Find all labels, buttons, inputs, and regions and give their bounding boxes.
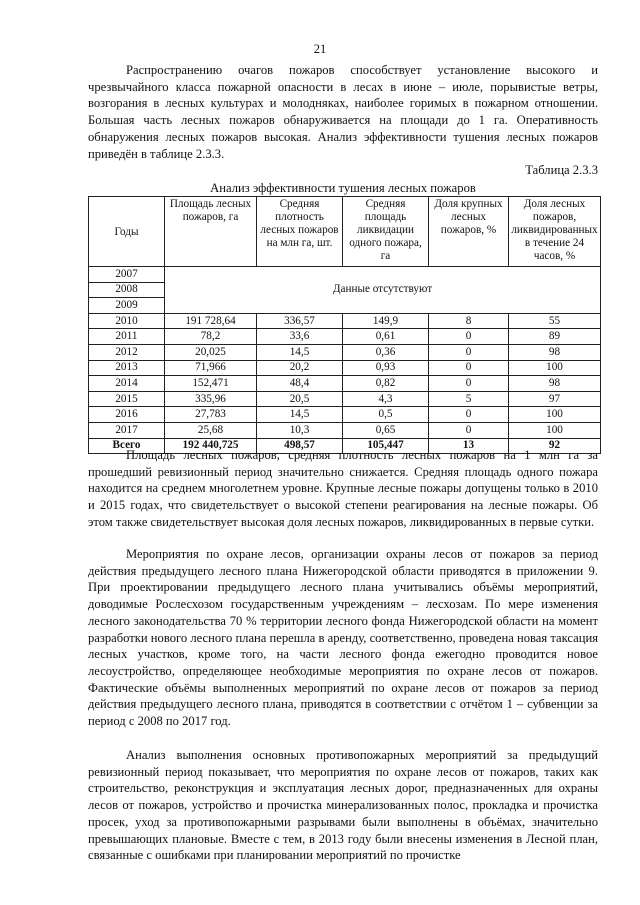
table-cell: 335,96 xyxy=(165,391,257,407)
table-cell: 20,2 xyxy=(257,360,343,376)
header-fire-density: Средняя плотность лесных пожаров на млн га, шт. xyxy=(257,197,343,267)
table-cell: 27,783 xyxy=(165,407,257,423)
table-label: Таблица 2.3.3 xyxy=(525,163,598,177)
table-row xyxy=(89,376,601,392)
header-large-fires-share: Доля крупных лесных пожаров, % xyxy=(429,197,509,267)
table-cell: 10,3 xyxy=(257,422,343,438)
table-cell: 0 xyxy=(429,376,509,392)
total-cell: 92 xyxy=(509,438,601,454)
table-cell: 100 xyxy=(509,407,601,423)
table-row xyxy=(89,344,601,360)
table-cell: 0 xyxy=(429,360,509,376)
table-cell: 8 xyxy=(429,313,509,329)
table-cell: 20,025 xyxy=(165,344,257,360)
table-cell: 100 xyxy=(509,360,601,376)
table-cell: 0 xyxy=(429,422,509,438)
table-cell: 98 xyxy=(509,344,601,360)
table-cell: 0,5 xyxy=(343,407,429,423)
table-row xyxy=(89,407,601,423)
year-cell: 2016 xyxy=(89,407,165,423)
table-cell: 48,4 xyxy=(257,376,343,392)
total-cell: 13 xyxy=(429,438,509,454)
table-cell: 0 xyxy=(429,344,509,360)
table-cell: 336,57 xyxy=(257,313,343,329)
table-cell: 98 xyxy=(509,376,601,392)
header-years: Годы xyxy=(89,197,165,267)
table-cell: 4,3 xyxy=(343,391,429,407)
table-row xyxy=(89,391,601,407)
total-label-cell: Всего xyxy=(89,438,165,454)
table-caption: Анализ эффективности тушения лесных пожаров xyxy=(210,181,476,195)
table-cell: 71,966 xyxy=(165,360,257,376)
paragraph-fire-spread: Распространению очагов пожаров способствует установление высокого и чрезвычайного класса пожарной опасности в лесах в июне – июле, порывистые ветры, возгорания в лесных культурах и молодняках, наиболее горимых в пожарном отношении. Большая часть лесных пожаров обнаруживается на площади до 1 га. Оперативность обнаружения лесных пожаров высокая. Анализ эффективности тушения лесных пожаров приведён в таблице 2.3.3. xyxy=(88,63,598,161)
year-cell: 2008 xyxy=(89,282,165,298)
paragraph-fire-analysis: Площадь лесных пожаров, средняя плотность лесных пожаров на 1 млн га за прошедший ревизионный период значительно снижается. Средняя площадь одного пожара находится на среднем многолетнем уровне. Крупные лесные пожары допущены только в 2010 и 2015 годах, что свидетельствует о высокой степени реагирования на лесные пожары. Об этом также свидетельствует высокая доля лесных пожаров, ликвидированных в первые сутки. xyxy=(88,448,598,529)
table-row xyxy=(89,313,601,329)
paragraph-protection-measures: Мероприятия по охране лесов, организации охраны лесов от пожаров за период действия предыдущего лесного плана Нижегородской области приводятся в приложении 9. При проектировании предыдущего лесного плана учитывались объёмы мероприятий, доводимые Рослесхозом государственным учреждениям – лесхозам. По мере изменения лесного законодательства 70 % территории лесного фонда Нижегородской области на момент разработки нового лесного плана перешла в аренду, соответственно, проведена новая таксация лесных участков, кроме того, на части лесного фонда ежегодно проводится новое лесоустройство, определяющее необходимые мероприятия по охране лесов от пожаров. Фактические объёмы выполненных мероприятий по охране лесов от пожаров за период действия предыдущего лесного плана, приводятся в соответствии с отчётом 1 – субвенции за период с 2008 по 2017 год. xyxy=(88,547,598,729)
table-cell: 149,9 xyxy=(343,313,429,329)
total-cell: 105,447 xyxy=(343,438,429,454)
table-cell: 78,2 xyxy=(165,329,257,345)
header-24h-share: Доля лесных пожаров, ликвидированных в течение 24 часов, % xyxy=(509,197,601,267)
table-cell: 0,36 xyxy=(343,344,429,360)
table-cell: 14,5 xyxy=(257,344,343,360)
table-cell: 25,68 xyxy=(165,422,257,438)
total-cell: 498,57 xyxy=(257,438,343,454)
year-cell: 2012 xyxy=(89,344,165,360)
year-cell: 2017 xyxy=(89,422,165,438)
table-cell: 152,471 xyxy=(165,376,257,392)
table-cell: 20,5 xyxy=(257,391,343,407)
year-cell: 2013 xyxy=(89,360,165,376)
table-cell: 89 xyxy=(509,329,601,345)
table-cell: 55 xyxy=(509,313,601,329)
table-cell: 0,61 xyxy=(343,329,429,345)
total-cell: 192 440,725 xyxy=(165,438,257,454)
table-cell: 100 xyxy=(509,422,601,438)
table-header-row xyxy=(89,197,601,267)
table-cell: 5 xyxy=(429,391,509,407)
year-cell: 2007 xyxy=(89,267,165,283)
table-cell: 97 xyxy=(509,391,601,407)
year-cell: 2009 xyxy=(89,298,165,314)
table-row xyxy=(89,360,601,376)
year-cell: 2011 xyxy=(89,329,165,345)
table-cell: 191 728,64 xyxy=(165,313,257,329)
table-row xyxy=(89,422,601,438)
table-cell: 0,65 xyxy=(343,422,429,438)
table-cell: 0 xyxy=(429,407,509,423)
table-cell: 0,82 xyxy=(343,376,429,392)
year-cell: 2010 xyxy=(89,313,165,329)
year-cell: 2014 xyxy=(89,376,165,392)
paragraph-measures-analysis: Анализ выполнения основных противопожарных мероприятий за предыдущий ревизионный период показывает, что мероприятия по охране лесов от пожаров, таких как строительство, реконструкция и эксплуатация лесных дорог, предназначенных для охраны лесов от пожаров, устройство и прочистка минерализованных полос, прокладка и прочистка просек, уход за противопожарными разрывами были выполнены в объёмах, значительно превышающих плановые. Вместе с тем, в 2013 году были внесены изменения в Лесной план, связанные с ошибками при планировании мероприятий по прочистке xyxy=(88,748,598,863)
fire-efficiency-table xyxy=(88,196,601,454)
table-cell: 0,93 xyxy=(343,360,429,376)
table-cell: 14,5 xyxy=(257,407,343,423)
page-number: 21 xyxy=(313,42,327,56)
year-cell: 2015 xyxy=(89,391,165,407)
table-row xyxy=(89,329,601,345)
header-fire-area: Площадь лесных пожаров, га xyxy=(165,197,257,267)
table-cell: 33,6 xyxy=(257,329,343,345)
no-data-cell: Данные отсутствуют xyxy=(165,267,601,314)
header-avg-area: Средняя площадь ликвидации одного пожара, га xyxy=(343,197,429,267)
table-cell: 0 xyxy=(429,329,509,345)
table-row xyxy=(89,267,601,283)
